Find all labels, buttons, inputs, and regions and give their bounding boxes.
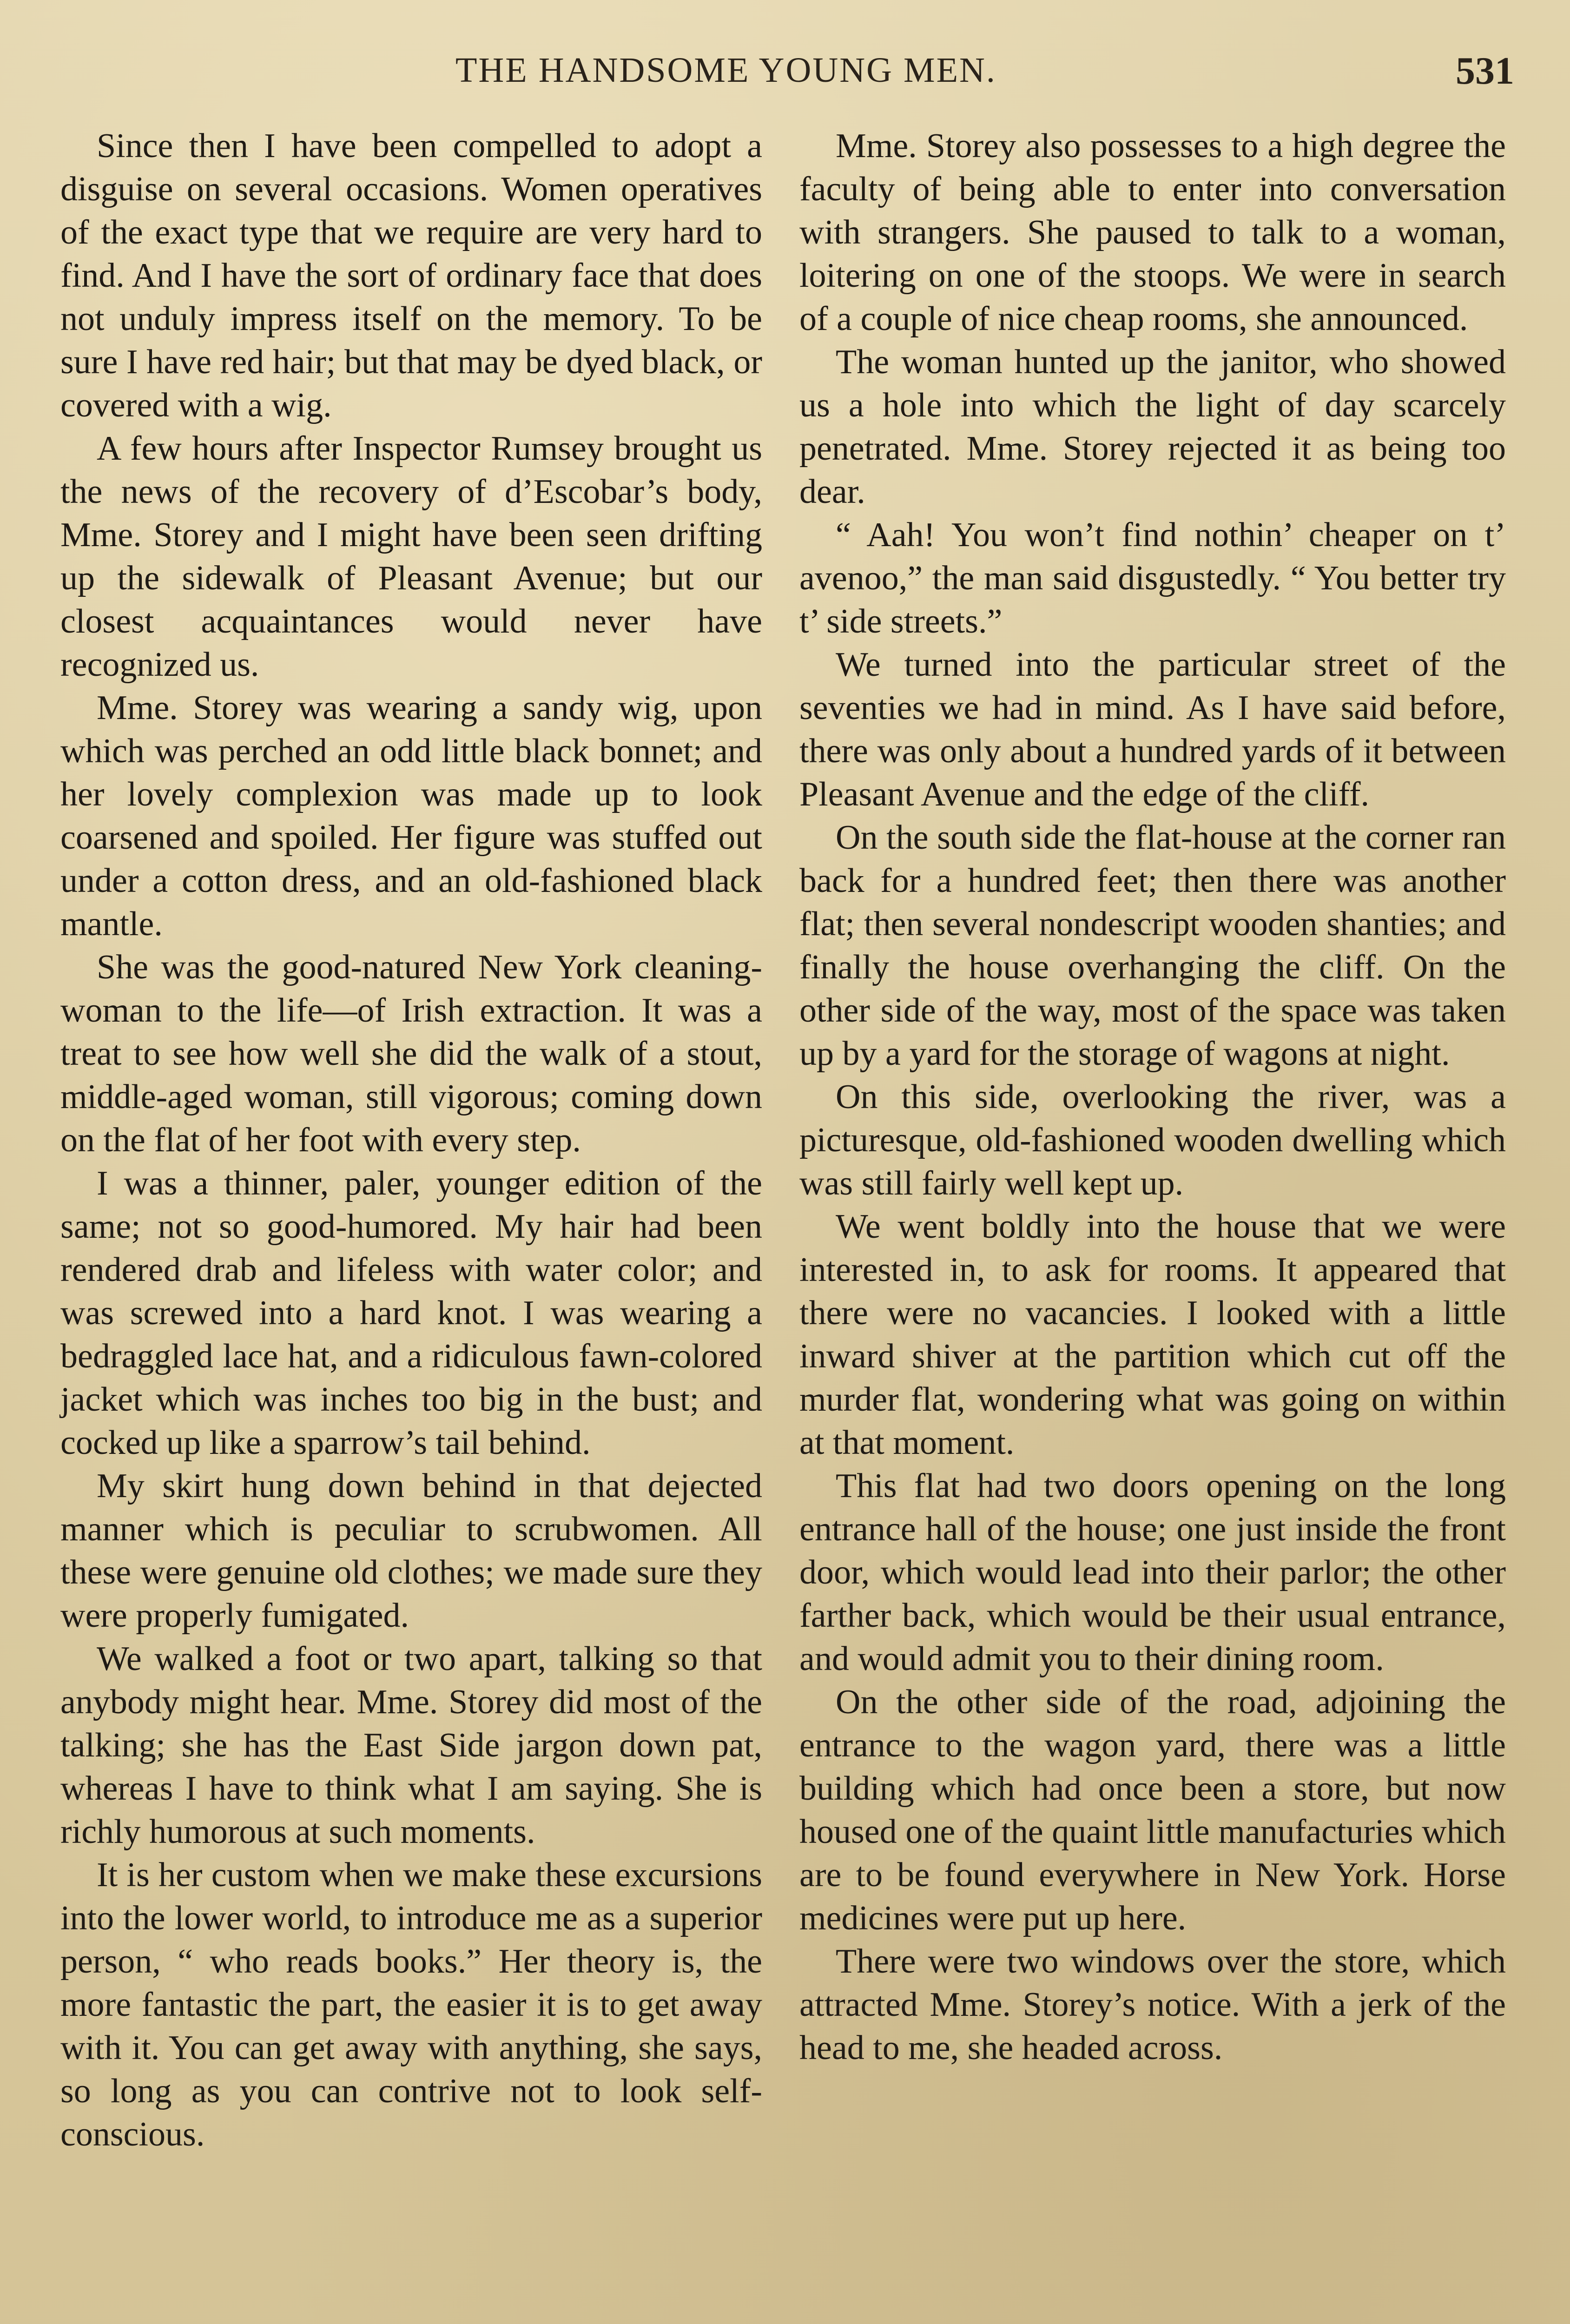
- paragraph: It is her custom when we make these excursions into the lower world, to introduce me as a superior person, “ who reads books.” Her theory is, the more fantastic the part, the easier it is to get away with it. You can get away with anything, she says, so long as you can contrive not to look self-conscious.: [60, 1856, 762, 2153]
- paragraph: The woman hunted up the janitor, who showed us a hole into which the light of day scarcely penetrated. Mme. Storey rejected it as being too dear.: [799, 343, 1506, 511]
- paragraph: A few hours after Inspector Rumsey brought us the news of the recovery of d’Escobar’s body, Mme. Storey and I might have been seen drifting up the sidewalk of Pleasant Avenue; but our closest acquaintances would never have recognized us.: [60, 429, 762, 684]
- paragraph: On the south side the flat-house at the corner ran back for a hundred feet; then there was another flat; then several nondescript wooden shanties; and finally the house overhanging the cliff. On the other side of the way, most of the space was taken up by a yard for the storage of wagons at night.: [799, 819, 1506, 1073]
- paragraph: On this side, overlooking the river, was a picturesque, old-fashioned wooden dwelling which was still fairly well kept up.: [799, 1078, 1506, 1202]
- paragraph: We turned into the particular street of the seventies we had in mind. As I have said before, there was only about a hundred yards of it between Pleasant Avenue and the edge of the cliff.: [799, 646, 1506, 813]
- paragraph: Mme. Storey was wearing a sandy wig, upon which was perched an odd little black bonnet; and her lovely complexion was made up to look coarsened and spoiled. Her figure was stuffed out under a cotton dress, and an old-fashioned black mantle.: [60, 689, 762, 943]
- paragraph: We walked a foot or two apart, talking so that anybody might hear. Mme. Storey did most of the talking; she has the East Side jargon down pat, whereas I have to think what I am saying. She is richly humorous at such moments.: [60, 1640, 762, 1851]
- page-number: 531: [1456, 49, 1514, 92]
- running-title: THE HANDSOME YOUNG MEN.: [455, 51, 996, 90]
- paragraph: My skirt hung down behind in that dejected manner which is peculiar to scrubwomen. All these were genuine old clothes; we made sure they were properly fumigated.: [60, 1467, 762, 1635]
- paragraph: Mme. Storey also possesses to a high degree the faculty of being able to enter into conversation with strangers. She paused to talk to a woman, loitering on one of the stoops. We were in search of a couple of nice cheap rooms, she announced.: [799, 127, 1506, 338]
- paragraph: She was the good-natured New York cleaning-woman to the life—of Irish extraction. It was a treat to see how well she did the walk of a stout, middle-aged woman, still vigorous; coming down on the flat of her foot with every step.: [60, 948, 762, 1159]
- paragraph: On the other side of the road, adjoining the entrance to the wagon yard, there was a little building which had once been a store, but now housed one of the quaint little manufacturies which are to be found everywhere in New York. Horse medicines were put up here.: [799, 1683, 1506, 1937]
- paragraph: “ Aah! You won’t find nothin’ cheaper on t’ avenoo,” the man said disgustedly. “ You better try t’ side streets.”: [799, 516, 1506, 640]
- paragraph: Since then I have been compelled to adopt a disguise on several occasions. Women operatives of the exact type that we require are very hard to find. And I have the sort of ordinary face that does not unduly impress itself on the memory. To be sure I have red hair; but that may be dyed black, or covered with a wig.: [60, 127, 762, 424]
- paragraph: There were two windows over the store, which attracted Mme. Storey’s notice. With a jerk of the head to me, she headed across.: [799, 1942, 1506, 2067]
- paragraph: We went boldly into the house that we were interested in, to ask for rooms. It appeared that there were no vacancies. I looked with a little inward shiver at the partition which cut off the murder flat, wondering what was going on within at that moment.: [799, 1208, 1506, 1462]
- right-column: [799, 125, 1506, 2070]
- paragraph: I was a thinner, paler, younger edition of the same; not so good-humored. My hair had been rendered drab and lifeless with water color; and was screwed into a hard knot. I was wearing a bedraggled lace hat, and a ridiculous fawn-colored jacket which was inches too big in the bust; and cocked up like a sparrow’s tail behind.: [60, 1164, 762, 1462]
- left-column: [60, 125, 762, 2156]
- paragraph: This flat had two doors opening on the long entrance hall of the house; one just inside the front door, which would lead into their parlor; the other farther back, which would be their usual entrance, and would admit you to their dining room.: [799, 1467, 1506, 1678]
